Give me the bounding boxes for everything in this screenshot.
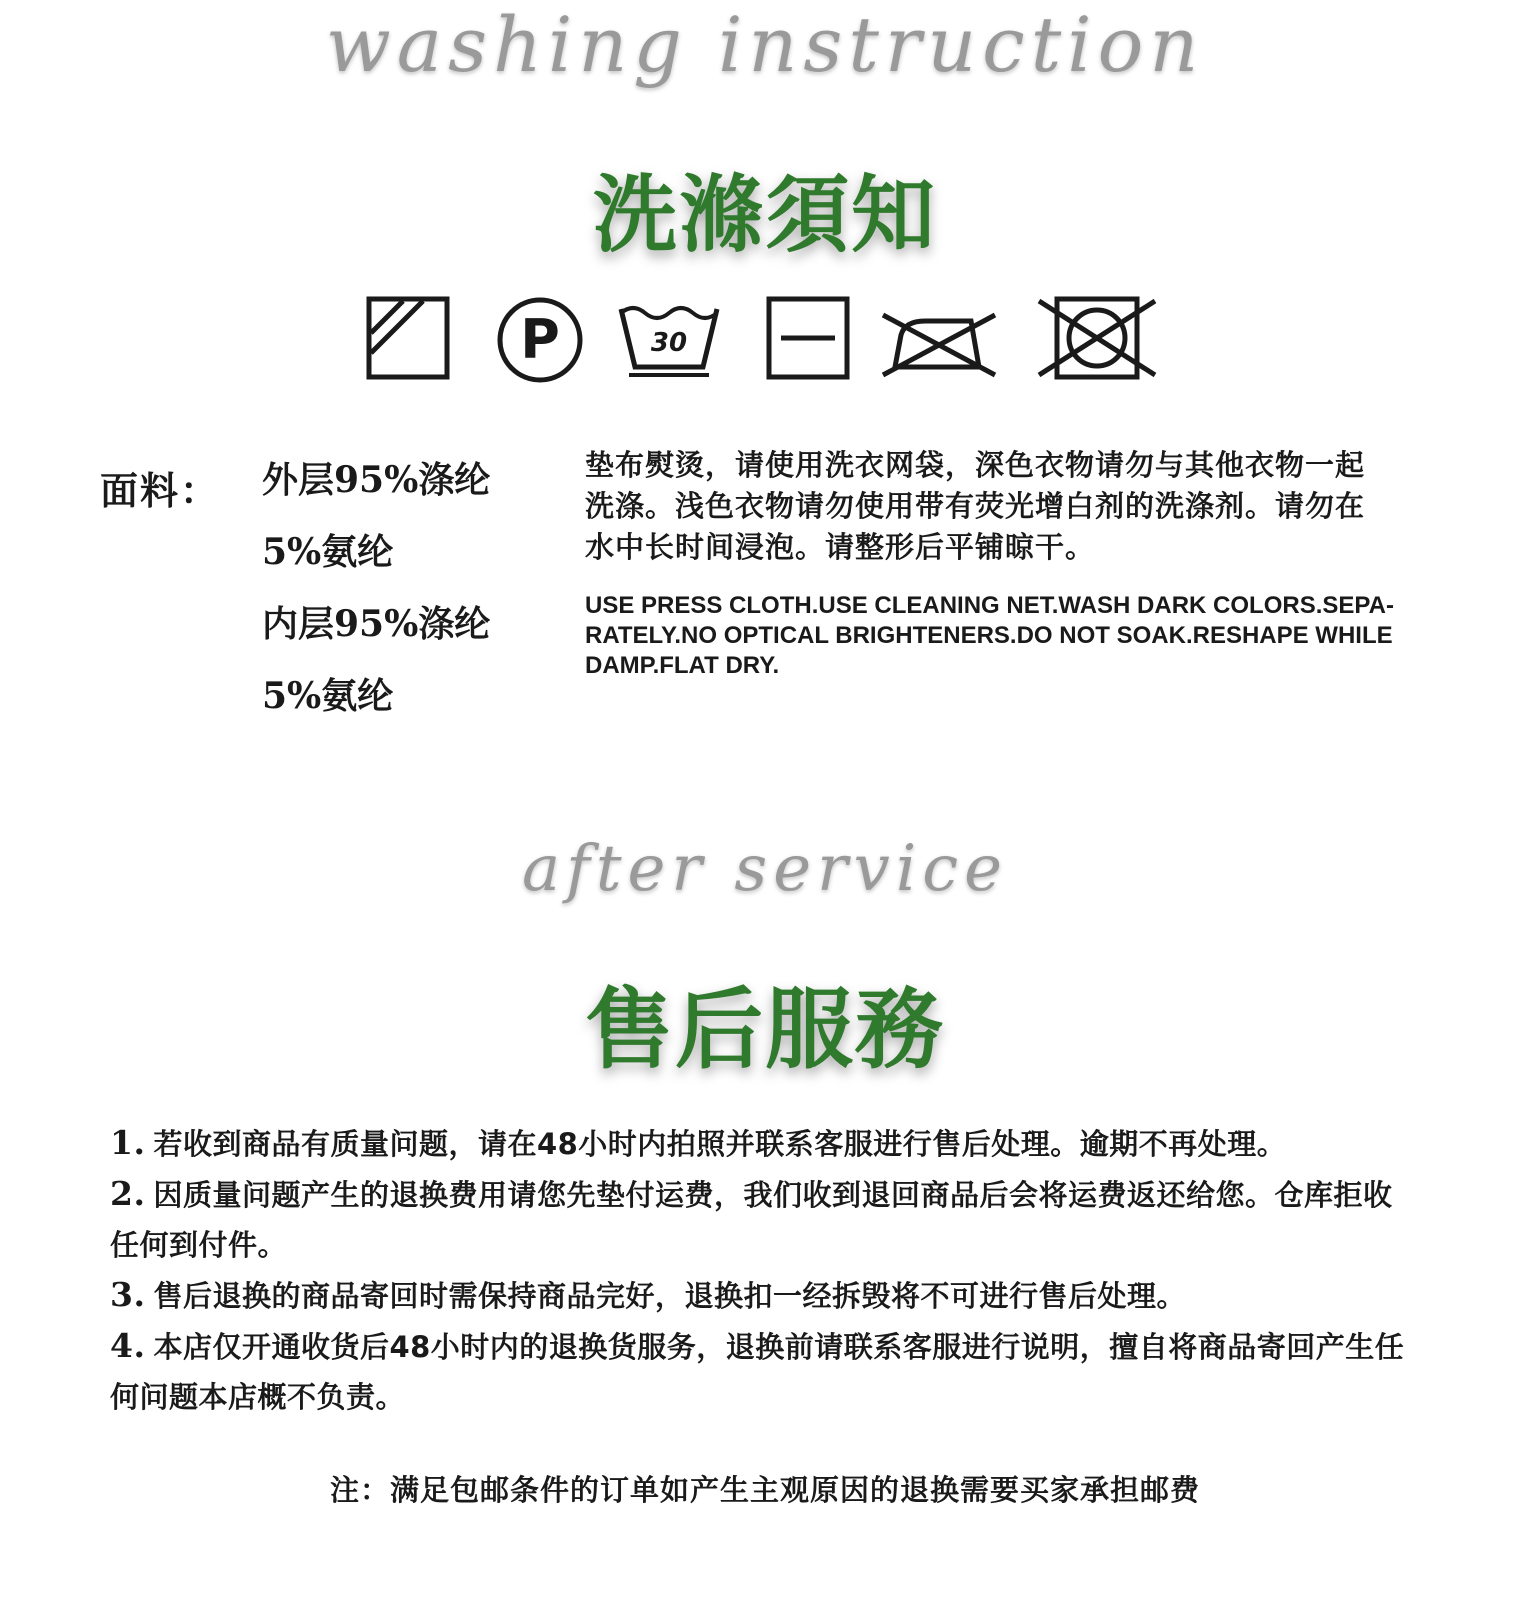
washing-instruction-script-title: washing instruction xyxy=(325,0,1205,89)
item-number: 2. xyxy=(110,1174,146,1213)
list-item xyxy=(110,1321,1420,1422)
wash-temp-label: 30 xyxy=(650,328,688,358)
item-text: 因质量问题产生的退换费用请您先垫付运费，我们收到退回商品后会将运费返还给您。仓库拒收任何到付件。 xyxy=(110,1178,1393,1262)
fabric-composition xyxy=(262,444,490,732)
list-item xyxy=(110,1169,1420,1270)
shipping-note: 注：满足包邮条件的订单如产生主观原因的退换需要买家承担邮费 xyxy=(329,1473,1200,1507)
after-service-title: 售后服務 xyxy=(584,978,945,1081)
item-text: 本店仅开通收货后48小时内的退换货服务，退换前请联系客服进行说明，擅自将商品寄回产生任何问题本店概不负责。 xyxy=(110,1330,1405,1414)
drip-dry-shade-icon xyxy=(365,295,451,381)
washing-instruction-title: 洗滌須知 xyxy=(592,166,937,264)
list-item xyxy=(110,1270,1420,1321)
do-not-iron-icon xyxy=(875,295,1003,381)
item-number: 4. xyxy=(110,1326,146,1365)
fabric-line: 5%氨纶 xyxy=(262,675,394,717)
service-terms-list xyxy=(110,1118,1420,1422)
fabric-line: 内层95%涤纶 xyxy=(262,603,491,645)
fabric-line: 5%氨纶 xyxy=(262,531,394,573)
wash-30-icon xyxy=(615,295,723,381)
do-not-tumble-dry-icon xyxy=(1035,295,1159,381)
item-number: 3. xyxy=(110,1275,146,1314)
fabric-label: 面料： xyxy=(100,469,221,513)
item-text: 售后退换的商品寄回时需保持商品完好，退换扣一经拆毁将不可进行售后处理。 xyxy=(153,1279,1186,1313)
item-text: 若收到商品有质量问题，请在48小时内拍照并联系客服进行售后处理。逾期不再处理。 xyxy=(153,1127,1287,1161)
item-number: 1. xyxy=(110,1123,146,1162)
fabric-line: 外层95%涤纶 xyxy=(262,459,491,501)
list-item xyxy=(110,1118,1420,1169)
dry-clean-p-icon xyxy=(495,295,585,385)
line-dry-icon xyxy=(765,295,851,381)
after-service-script-title: after service xyxy=(521,832,1009,906)
dry-clean-letter: P xyxy=(520,308,560,371)
care-instructions-cn: 垫布熨烫，请使用洗衣网袋，深色衣物请勿与其他衣物一起洗涤。浅色衣物请勿使用带有荧光增白剂的洗涤剂。请勿在水中长时间浸泡。请整形后平铺晾干。 xyxy=(585,448,1366,564)
care-symbols-row xyxy=(360,295,1180,385)
care-instructions-en: USE PRESS CLOTH.USE CLEANING NET.WASH DARK COLORS.SEPA-RATELY.NO OPTICAL BRIGHTENERS.DO NOT SOAK.RESHAPE WHILE DAMP.FLAT DRY. xyxy=(585,592,1394,679)
